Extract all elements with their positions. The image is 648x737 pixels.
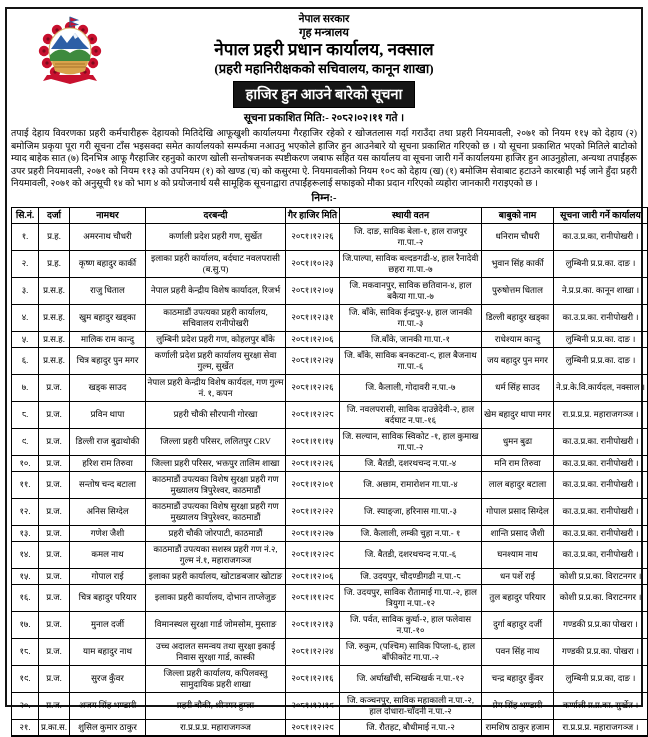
- cell-absent-date: २०८१।१२।२६: [286, 223, 340, 250]
- cell-rank: प्र.ज.: [39, 374, 70, 401]
- cell-name: गणेश जैशी: [70, 525, 146, 541]
- cell-rank: प्र.ज.: [39, 471, 70, 498]
- cell-posting: काठमाडौं उपत्यका विशेष सुरक्षा प्रहरी गण मुख्यालय त्रिपुरेश्वर, काठमाडौं: [146, 471, 286, 498]
- cell-permanent-address: जि. बैतडी, दशरथचन्द न.पा.-६: [340, 541, 482, 568]
- table-row: [12, 471, 648, 498]
- cell-father-name: पवन सिंह नाथ: [482, 638, 554, 665]
- cell-posting: इलाका प्रहरी कार्यालय, बर्दघाट नवलपरासी (ब.सु.प): [146, 250, 286, 277]
- cell-posting: कर्णाली प्रदेश प्रहरी गण, सुर्खेत: [146, 223, 286, 250]
- table-row: [12, 692, 648, 719]
- cell-permanent-address: जि. सल्यान, साविक स्विकोट -१, हाल कुमाख गा.पा.-२: [340, 428, 482, 455]
- cell-father-name: धुमन बुढा: [482, 428, 554, 455]
- cell-rank: प्र.स.ह.: [39, 347, 70, 374]
- cell-name: प्रविन थापा: [70, 401, 146, 428]
- cell-serial-number: ११.: [12, 471, 39, 498]
- cell-permanent-address: जि. कैलाली, लम्की चुहा न.पा.- १: [340, 525, 482, 541]
- cell-permanent-address: जि. अर्घाखाँची, सन्धिखर्क न.पा.-१२: [340, 665, 482, 692]
- cell-rank: प्र.ज.: [39, 665, 70, 692]
- cell-serial-number: २०.: [12, 692, 39, 719]
- cell-posting: जिल्ला प्रहरी परिसर, ललितपुर CRV: [146, 428, 286, 455]
- cell-name: डिल्ली राज बुढाथोकी: [70, 428, 146, 455]
- cell-permanent-address: जि.बाँके, जानकी गा.पा.-१: [340, 331, 482, 347]
- cell-posting: इलाका प्रहरी कार्यालय, खोटाङबजार खोटाङ: [146, 568, 286, 584]
- cell-absent-date: २०८१।१२।२९: [286, 541, 340, 568]
- cell-father-name: धनिराम चौधरी: [482, 223, 554, 250]
- cell-serial-number: १७.: [12, 611, 39, 638]
- cell-serial-number: २१.: [12, 719, 39, 736]
- cell-name: याम बहादुर नाथ: [70, 638, 146, 665]
- cell-serial-number: १९.: [12, 665, 39, 692]
- cell-father-name: भुवान सिंह कार्की: [482, 250, 554, 277]
- cell-rank: प्र.ज.: [39, 541, 70, 568]
- cell-posting: जिल्ला प्रहरी परिसर, भक्तपुर तालिम शाखा: [146, 455, 286, 471]
- cell-permanent-address: जि. मकवानपुर, साविक छतिवान-४, हाल बकैया गा.पा.-७: [340, 277, 482, 304]
- cell-absent-date: २०८१।१२।२४: [286, 638, 340, 665]
- cell-absent-date: २०८१।१२।१९: [286, 692, 340, 719]
- government-name: नेपाल सरकार: [298, 14, 350, 25]
- cell-permanent-address: जि. उदयपुर, साविक रौतामाई गा.पा.-२, हाल त्रियुगा न.पा.-१२: [340, 584, 482, 611]
- cell-permanent-address: जि. कञ्चनपुर, साविक महाकाली न.पा.-२, हाल दोधारा-चाँदनी न.पा.-२: [340, 692, 482, 719]
- cell-issuing-office: लुम्बिनी प्र.प्र.का. दाङ ।: [554, 331, 648, 347]
- cell-absent-date: २०८१।१२।१३: [286, 611, 340, 638]
- table-row: [12, 525, 648, 541]
- cell-serial-number: १८.: [12, 638, 39, 665]
- cell-absent-date: २०८१।१२।२६: [286, 455, 340, 471]
- cell-rank: प्र.ज.: [39, 568, 70, 584]
- cell-issuing-office: का.उ.प्र.का, रानीपोखरी ।: [554, 223, 648, 250]
- cell-serial-number: ६.: [12, 347, 39, 374]
- cell-issuing-office: कोशी प्र.प्र.का. विराटनगर ।: [554, 584, 648, 611]
- cell-serial-number: १४.: [12, 541, 39, 568]
- cell-name: राजु धिताल: [70, 277, 146, 304]
- cell-rank: प्र.ह.: [39, 250, 70, 277]
- table-row: [12, 428, 648, 455]
- cell-rank: प्र.ह.: [39, 223, 70, 250]
- cell-posting: काठमाडौं उपत्यका सशस्त्र प्रहरी गण नं.२, गुल्म नं.१, महाराजगञ्ज: [146, 541, 286, 568]
- cell-posting: नेपाल प्रहरी केन्द्रीय विशेष कार्यदल, गण गुल्म नं. १, कपन: [146, 374, 286, 401]
- table-row: [12, 374, 648, 401]
- cell-permanent-address: जि. बाँके, साविक ईन्द्रपुर-५, हाल जानकी गा.पा.-३: [340, 304, 482, 331]
- cell-name: अजय सिंह भण्डारी: [70, 692, 146, 719]
- office-name: नेपाल प्रहरी प्रधान कार्यालय, नक्साल: [214, 40, 434, 59]
- column-header: दर्जा: [39, 207, 70, 223]
- cell-posting: प्रहरी चौकी जोरपाटी, काठमाडौं: [146, 525, 286, 541]
- cell-father-name: मनि राम तिरुवा: [482, 455, 554, 471]
- cell-absent-date: २०८१।१२।२५: [286, 347, 340, 374]
- cell-issuing-office: का.उ.प्र.का. रानीपोखरी ।: [554, 471, 648, 498]
- cell-father-name: प्रेम सिंह भण्डारी: [482, 692, 554, 719]
- cell-absent-date: २०८१।१२।०६: [286, 568, 340, 584]
- cell-father-name: तुल बहादुर परियार: [482, 584, 554, 611]
- cell-father-name: घनश्याम नाथ: [482, 541, 554, 568]
- cell-name: मुनाल दर्जी: [70, 611, 146, 638]
- table-row: [12, 401, 648, 428]
- absent-personnel-table: [11, 207, 648, 737]
- cell-issuing-office: का.उ.प्र.का. रानीपोखरी ।: [554, 498, 648, 525]
- column-header: सि.नं.: [12, 207, 39, 223]
- cell-serial-number: १५.: [12, 568, 39, 584]
- cell-issuing-office: गण्डकी प्र.प्र.का. पोखरा ।: [554, 638, 648, 665]
- cell-absent-date: २०८१।१२।३१: [286, 304, 340, 331]
- document-header: [11, 13, 637, 125]
- cell-issuing-office: का.उ.प्र.का. रानीपोखरी ।: [554, 304, 648, 331]
- cell-father-name: जय बहादुर पुन मगर: [482, 347, 554, 374]
- cell-posting: प्रहरी चौकी, श्रीनगर हुम्ला: [146, 692, 286, 719]
- cell-rank: प्र.ज.: [39, 611, 70, 638]
- cell-absent-date: २०८१।१०।२३: [286, 250, 340, 277]
- cell-issuing-office: लुम्बिनी प्र.प्र.का. दाङ ।: [554, 347, 648, 374]
- cell-posting: इलाका प्रहरी कार्यालय, दोभान ताप्लेजुङ: [146, 584, 286, 611]
- cell-rank: प्र.ज.: [39, 401, 70, 428]
- cell-issuing-office: का.उ.प्र.का. रानीपोखरी ।: [554, 455, 648, 471]
- cell-name: शुसिल कुमार ठाकुर: [70, 719, 146, 736]
- cell-permanent-address: जि. बाँके, साविक बनकटवा-९, हाल बैजनाथ गा.पा.-६: [340, 347, 482, 374]
- cell-father-name: शान्ति प्रसाद जैशी: [482, 525, 554, 541]
- cell-father-name: धन पर्शे राई: [482, 568, 554, 584]
- cell-serial-number: १.: [12, 223, 39, 250]
- cell-father-name: डिल्ली बहादुर खड्का: [482, 304, 554, 331]
- cell-permanent-address: जि.पाल्पा, साविक बल्दङगढी-४, हाल रैनादेवी छहरा गा.पा.-७: [340, 250, 482, 277]
- cell-serial-number: २.: [12, 250, 39, 277]
- cell-father-name: खेम बहादुर थापा मगर: [482, 401, 554, 428]
- ministry-name: गृह मन्त्रालय: [299, 27, 349, 39]
- cell-absent-date: २०८१।११।१५: [286, 428, 340, 455]
- cell-serial-number: ८.: [12, 401, 39, 428]
- cell-posting: काठमाडौं उपत्यका प्रहरी कार्यालय, सचिवालय रानीपोखरी: [146, 304, 286, 331]
- cell-posting: प्रहरी चौकी सौरपानी गोरखा: [146, 401, 286, 428]
- table-row: [12, 665, 648, 692]
- cell-name: खड्क साउद: [70, 374, 146, 401]
- cell-issuing-office: ने.प्र.के.वि.कार्यदल, नक्साल ।: [554, 374, 648, 401]
- cell-name: अमरनाथ चौधरी: [70, 223, 146, 250]
- cell-rank: प्र.ज.: [39, 455, 70, 471]
- cell-name: खुम बहादुर खड्का: [70, 304, 146, 331]
- cell-permanent-address: जि. कैलाली, गोदावरी न.पा.-७: [340, 374, 482, 401]
- cell-name: गोपाल राई: [70, 568, 146, 584]
- cell-permanent-address: जि. पर्वत, साविक कुर्घा-२, हाल फलेवास न.पा.-१०: [340, 611, 482, 638]
- cell-absent-date: २०८१।१२।०६: [286, 331, 340, 347]
- document-border-frame: [5, 7, 646, 732]
- cell-permanent-address: जि. रौतहट, बौधीमाई न.पा.-२: [340, 719, 482, 736]
- cell-absent-date: २०८१।१२।२२: [286, 498, 340, 525]
- column-header: बाबुको नाम: [482, 207, 554, 223]
- cell-father-name: पुरुषोत्तम धिताल: [482, 277, 554, 304]
- list-label: निम्न:-: [311, 192, 337, 204]
- cell-rank: प्र.ज.: [39, 584, 70, 611]
- column-header: दरबन्दी: [146, 207, 286, 223]
- nepal-government-emblem-icon: [37, 15, 103, 93]
- table-header: [12, 207, 648, 223]
- table-row: [12, 611, 648, 638]
- cell-posting: जिल्ला प्रहरी कार्यालय, कपिलवस्तु सामुदायिक प्रहरी शाखा: [146, 665, 286, 692]
- column-header: सूचना जारी गर्ने कार्यालय: [554, 207, 648, 223]
- cell-issuing-office: लुम्बिनी प्र.प्र.का, दाङ ।: [554, 665, 648, 692]
- table-row: [12, 223, 648, 250]
- cell-father-name: धर्म सिंह साउद: [482, 374, 554, 401]
- cell-absent-date: २०८१।१२।२९: [286, 719, 340, 736]
- cell-permanent-address: जि. नवलपरासी, साविक दाउन्नेदेवी-२, हाल बर्दघाट न.पा.-१६: [340, 401, 482, 428]
- notice-title: हाजिर हुन आउने बारेको सूचना: [233, 81, 416, 108]
- cell-name: हरिश राम तिरुवा: [70, 455, 146, 471]
- column-header: स्थायी वतन: [340, 207, 482, 223]
- cell-serial-number: ९.: [12, 428, 39, 455]
- cell-father-name: दुर्गा बहादुर दर्जी: [482, 611, 554, 638]
- cell-issuing-office: लुम्बिनी प्र.प्र.का. दाङ ।: [554, 250, 648, 277]
- cell-name: चित्र बहादुर पुन मगर: [70, 347, 146, 374]
- cell-rank: प्र.ज.: [39, 428, 70, 455]
- cell-rank: प्र.ज.: [39, 638, 70, 665]
- cell-issuing-office: कोशी प्र.प्र.का. विराटनगर ।: [554, 568, 648, 584]
- cell-serial-number: १३.: [12, 525, 39, 541]
- table-row: [12, 304, 648, 331]
- cell-name: मालिक राम कान्दु: [70, 331, 146, 347]
- published-date: सूचना प्रकाशित मिति:- २०८२।०२।११ गते ।: [243, 113, 405, 124]
- cell-rank: प्र.ज.: [39, 525, 70, 541]
- cell-issuing-office: ने.प्र.प्र.का. कानून शाखा ।: [554, 277, 648, 304]
- cell-posting: कर्णाली प्रदेश प्रहरी कार्यालय सुरक्षा सेवा गुल्म, सुर्खेत: [146, 347, 286, 374]
- cell-serial-number: १०.: [12, 455, 39, 471]
- table-row: [12, 277, 648, 304]
- table-row: [12, 568, 648, 584]
- cell-rank: प्र.ज.: [39, 498, 70, 525]
- cell-name: सन्तोष चन्द बटाला: [70, 471, 146, 498]
- cell-permanent-address: जि. स्याङ्जा, हरिनास गा.पा.-३: [340, 498, 482, 525]
- cell-name: सुरज कुँवर: [70, 665, 146, 692]
- cell-rank: प्र.स.ह.: [39, 331, 70, 347]
- cell-posting: विमानस्थल सुरक्षा गार्ड जोमसोम, मुस्ताङ: [146, 611, 286, 638]
- cell-name: कृष्ण बहादुर कार्की: [70, 250, 146, 277]
- cell-posting: रा.प्र.प्र.प्र. महाराजगञ्ज: [146, 719, 286, 736]
- notice-body-paragraph: तपाई देहाय विवरणका प्रहरी कर्मचारीहरू देहायको मितिदेखि आफूखुशी कार्यालयमा गैरहाजिर रहेको र खोजतलास गर्दा गराउँदा तथा प्रहरी नियमावली, २०७१ को नियम ११५ को देहाय (२) बमोजिम प्रकृया पूरा गरी सूचना टाँस भइसक्दा समेत कार्यालयको सम्पर्कमा नआउनु भएकोले हाजिर हुन आउनेबारे यो सूचना प्रकाशित गरिएको छ । यो सूचना प्रकाशित भएको मितिले बाटोको म्याद बाहेक सात (७) दिनभित्र आफू गैरहाजिर रहनुको कारण खोली सन्तोषजनक स्पष्टीकरण जबाफ सहित यस कार्यालय वा सूचना जारी गर्ने कार्यालयमा हाजिर हुन आउनुहोला, अन्यथा तपाईंहरू उपर प्रहरी नियमावली, २०७१ को नियम ११३ को उपनियम (१) को खण्ड (च) को कसुरमा ऐ. नियमावलीको नियम १०९ को देहाय (ख) (१) बमोजिम सेवाबाट हटाउने कारबाही भई जाने हुँदा प्रहरी नियमावली, २०७१ को अनुसूची १४ को भाग ४ को प्रयोजनार्थ यसै सामूहिक सूचनाद्वारा तपाईंहरूलाई सफाइको मौका प्रदान गरिएको व्यहोरा जानकारी गराइएको छ ।: [11, 129, 637, 189]
- table-row: [12, 250, 648, 277]
- cell-permanent-address: जि. उदयपुर, चौदण्डीगढी न.पा.-८: [340, 568, 482, 584]
- cell-serial-number: १६.: [12, 584, 39, 611]
- cell-serial-number: ५.: [12, 331, 39, 347]
- table-row: [12, 498, 648, 525]
- cell-rank: प्र.स.ह.: [39, 277, 70, 304]
- cell-father-name: रामशिष ठाकुर हजाम: [482, 719, 554, 736]
- cell-permanent-address: जि. अछाम, रामारोशन गा.पा.-४: [340, 471, 482, 498]
- table-row: [12, 347, 648, 374]
- cell-absent-date: २०८१।१२।२७: [286, 525, 340, 541]
- cell-issuing-office: का.उ.प्र.का. रानीपोखरी ।: [554, 525, 648, 541]
- cell-rank: प्र.स.ह.: [39, 304, 70, 331]
- cell-father-name: गोपाल प्रसाद सिग्देल: [482, 498, 554, 525]
- cell-absent-date: २०८१।११।२९: [286, 584, 340, 611]
- cell-absent-date: २०८१।१२।२६: [286, 374, 340, 401]
- cell-issuing-office: का.उ.प्र.का, रानीपोखरी ।: [554, 541, 648, 568]
- cell-posting: लुम्बिनी प्रदेश प्रहरी गण, कोहलपुर बाँके: [146, 331, 286, 347]
- cell-absent-date: २०८१।१२।०५: [286, 277, 340, 304]
- cell-issuing-office: गण्डकी प्र.प्र.का पोखरा ।: [554, 611, 648, 638]
- column-header: नामथर: [70, 207, 146, 223]
- cell-permanent-address: जि. दाङ, साविक बेला-१, हाल राजपुर गा.पा.-२: [340, 223, 482, 250]
- table-row: [12, 331, 648, 347]
- cell-father-name: राधेश्याम कान्दु: [482, 331, 554, 347]
- cell-name: अनिस सिग्देल: [70, 498, 146, 525]
- cell-permanent-address: जि. बैतडी, दशरथचन्द न.पा.-४: [340, 455, 482, 471]
- table-row: [12, 455, 648, 471]
- cell-issuing-office: का.उ.प्र.का. रानीपोखरी ।: [554, 428, 648, 455]
- cell-posting: काठमाडौं उपत्यका विशेष सुरक्षा प्रहरी गण मुख्यालय त्रिपुरेश्वर, काठमाडौं: [146, 498, 286, 525]
- cell-father-name: चन्द्र बहादुर कुँवर: [482, 665, 554, 692]
- table-row: [12, 584, 648, 611]
- cell-serial-number: १२.: [12, 498, 39, 525]
- cell-issuing-office: कर्णाली प्र.प्र.का. सुर्खेत ।: [554, 692, 648, 719]
- secretariat-name: (प्रहरी महानिरीक्षकको सचिवालय, कानून शाखा): [214, 61, 434, 76]
- cell-serial-number: ४.: [12, 304, 39, 331]
- cell-name: कमल नाथ: [70, 541, 146, 568]
- table-row: [12, 541, 648, 568]
- cell-rank: प्र.ज.: [39, 692, 70, 719]
- cell-absent-date: २०८१।१२।२८: [286, 401, 340, 428]
- cell-absent-date: २०८१।१२।१६: [286, 665, 340, 692]
- cell-posting: नेपाल प्रहरी केन्द्रीय विशेष कार्यादल, रिजर्भ: [146, 277, 286, 304]
- cell-issuing-office: रा.प्र.प्र.प्र. महाराजगञ्ज ।: [554, 401, 648, 428]
- cell-absent-date: २०८१।१२।०१: [286, 471, 340, 498]
- column-header: गैर हाजिर मिति: [286, 207, 340, 223]
- cell-serial-number: ७.: [12, 374, 39, 401]
- cell-rank: प्र.का.स.: [39, 719, 70, 736]
- cell-serial-number: ३.: [12, 277, 39, 304]
- cell-name: चित्र बहादुर परियार: [70, 584, 146, 611]
- table-row: [12, 719, 648, 736]
- table-row: [12, 638, 648, 665]
- cell-permanent-address: जि. रुकुम, (पश्चिम) साविक पिप्ला-६, हाल बाँफीकोट गा.पा.-२: [340, 638, 482, 665]
- cell-posting: उच्च अदालत समन्वय तथा सुरक्षा इकाई निवास सुरक्षा गार्ड, कास्की: [146, 638, 286, 665]
- cell-issuing-office: रा.प्र.प्र.प्र. महाराजगञ्ज ।: [554, 719, 648, 736]
- cell-father-name: लाल बहादुर बटाला: [482, 471, 554, 498]
